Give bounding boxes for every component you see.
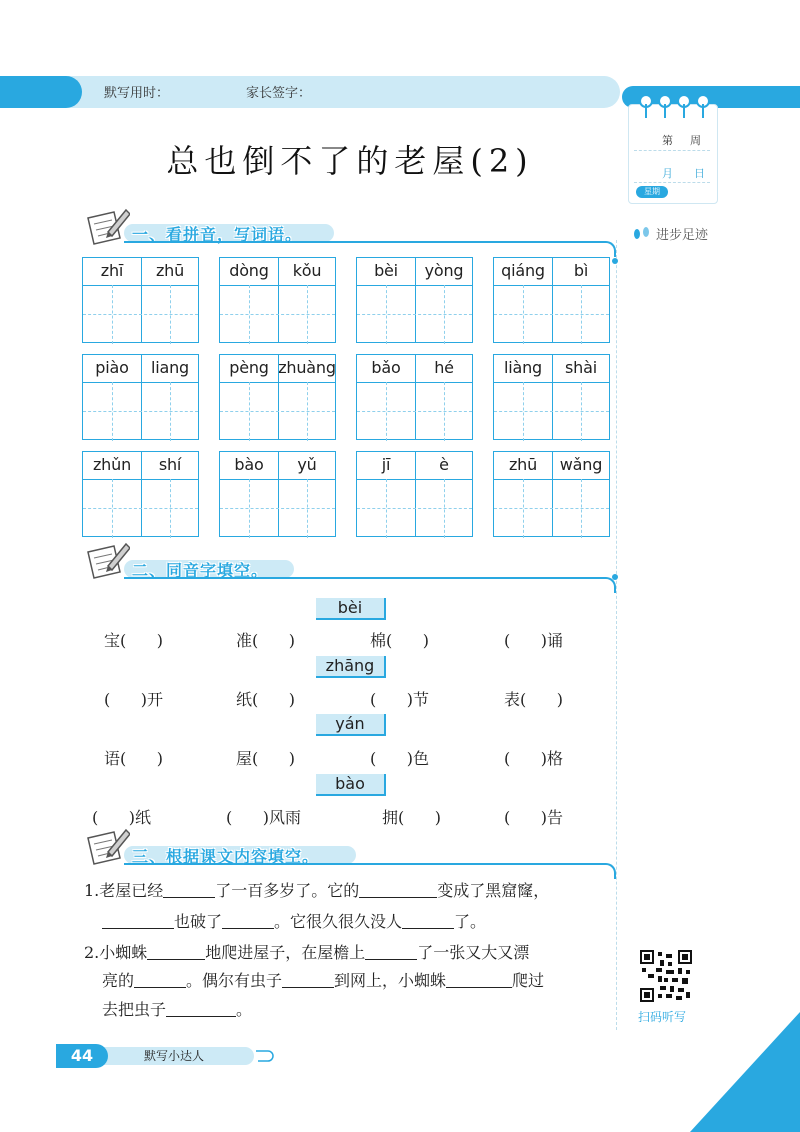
section-3-label: 三、根据课文内容填空。 [132, 847, 320, 866]
pinyin-syllable: zhǔn [92, 455, 132, 474]
pinyin-syllable: hé [434, 358, 454, 377]
homophone-item[interactable]: ( )诵 [504, 631, 564, 650]
progress-label: 进步足迹 [656, 228, 709, 243]
guide-line [249, 382, 250, 441]
corner-decoration [690, 1012, 800, 1132]
guide-line [357, 508, 472, 509]
guide-line [112, 382, 113, 441]
pinyin-syllable: zhuàng [278, 358, 336, 377]
word-box[interactable] [219, 257, 336, 343]
curl-arrow-icon [254, 1047, 274, 1069]
qr-label: 扫码听写 [638, 1010, 687, 1024]
section-rule-end [600, 863, 616, 879]
homophone-item[interactable]: ( )节 [370, 690, 430, 709]
month-label: 月 [662, 167, 673, 180]
guide-line [249, 285, 250, 344]
word-box[interactable] [219, 451, 336, 537]
book-title: 默写小达人 [144, 1049, 205, 1063]
pinyin-syllable: zhū [155, 261, 185, 280]
guide-line [523, 479, 524, 538]
guide-line [444, 285, 445, 344]
answer-blank[interactable] [147, 943, 205, 960]
homophone-item[interactable]: ( )色 [370, 749, 430, 768]
weekday-badge: 星期 [636, 186, 668, 198]
answer-blank[interactable] [163, 881, 215, 898]
homophone-item[interactable]: ( )开 [104, 690, 164, 709]
homophone-item[interactable]: 准( ) [236, 631, 296, 650]
pinyin-syllable: liàng [504, 358, 542, 377]
word-box[interactable] [219, 354, 336, 440]
pinyin-syllable: shí [158, 455, 182, 474]
guide-line [386, 382, 387, 441]
ring-stem [702, 104, 704, 118]
qr-code-icon[interactable] [640, 950, 692, 1002]
guide-line [494, 411, 609, 412]
word-box[interactable] [493, 451, 610, 537]
pinyin-syllable: piào [95, 358, 129, 377]
question-1-line-2: 也破了 。它很久很久没人 了。 [102, 909, 486, 932]
pinyin-syllable: wǎng [559, 455, 603, 474]
answer-blank[interactable] [359, 881, 437, 898]
guide-line [220, 314, 335, 315]
guide-line [581, 479, 582, 538]
pinyin-syllable: qiáng [501, 261, 545, 280]
guide-line [220, 411, 335, 412]
pinyin-syllable: yòng [424, 261, 464, 280]
guide-line [83, 508, 198, 509]
homophone-item[interactable]: 宝( ) [104, 631, 164, 650]
homophone-item[interactable]: 拥( ) [382, 808, 442, 827]
guide-line [170, 285, 171, 344]
guide-line [581, 382, 582, 441]
guide-line [112, 285, 113, 344]
homophone-pinyin: zhāng [316, 656, 386, 678]
answer-blank[interactable] [134, 971, 186, 988]
homophone-item[interactable]: 棉( ) [370, 631, 430, 650]
guide-line [386, 479, 387, 538]
pinyin-syllable: yǔ [297, 455, 317, 474]
page-title: 总也倒不了的老屋(2) [166, 142, 534, 180]
header-tab [0, 76, 82, 108]
answer-blank[interactable] [402, 912, 454, 929]
pinyin-syllable: liang [151, 358, 189, 377]
guide-line [249, 479, 250, 538]
pinyin-syllable: è [439, 455, 449, 474]
ring-stem [664, 104, 666, 118]
guide-line [307, 479, 308, 538]
dictation-time-label: 默写用时： [104, 85, 170, 100]
guide-line [307, 285, 308, 344]
word-box[interactable] [82, 257, 199, 343]
homophone-item[interactable]: 纸( ) [236, 690, 296, 709]
guide-line [494, 314, 609, 315]
guide-line [170, 479, 171, 538]
guide-line [523, 285, 524, 344]
pinyin-syllable: pèng [229, 358, 269, 377]
pinyin-syllable: dòng [229, 261, 269, 280]
homophone-item[interactable]: 语( ) [104, 749, 164, 768]
homophone-pinyin: bào [316, 774, 386, 796]
page-number: 44 [56, 1044, 108, 1068]
calendar-divider [634, 182, 710, 183]
section-1-label: 一、看拼音，写词语。 [132, 225, 303, 244]
guide-line [83, 314, 198, 315]
homophone-pinyin: yán [316, 714, 386, 736]
word-box[interactable] [493, 257, 610, 343]
pinyin-syllable: bào [234, 455, 264, 474]
pinyin-syllable: zhū [508, 455, 538, 474]
answer-blank[interactable] [166, 1000, 236, 1017]
word-box[interactable] [356, 257, 473, 343]
answer-blank[interactable] [282, 971, 334, 988]
guide-line [494, 508, 609, 509]
word-box[interactable] [82, 354, 199, 440]
guide-line [581, 285, 582, 344]
footprint-icon [632, 225, 652, 245]
week-prefix: 第 [662, 134, 673, 147]
word-box[interactable] [356, 354, 473, 440]
question-2-line-3: 去把虫子 。 [102, 1000, 253, 1019]
pinyin-syllable: zhī [100, 261, 124, 280]
section-2-label: 二、同音字填空。 [132, 561, 269, 580]
pinyin-syllable: kǒu [292, 261, 322, 280]
pinyin-syllable: jī [381, 455, 391, 474]
parent-signature-label: 家长签字： [246, 85, 312, 100]
answer-blank[interactable] [446, 971, 512, 988]
section-rule [124, 863, 602, 865]
ring-stem [645, 104, 647, 118]
ring-stem [683, 104, 685, 118]
guide-line [386, 285, 387, 344]
answer-blank[interactable] [102, 912, 174, 929]
guide-line [112, 479, 113, 538]
homophone-item[interactable]: 屋( ) [236, 749, 296, 768]
pinyin-syllable: bǎo [371, 358, 401, 377]
word-box[interactable] [82, 451, 199, 537]
week-suffix: 周 [690, 134, 701, 147]
pencil-paper-icon [84, 208, 130, 250]
word-box[interactable] [493, 354, 610, 440]
pinyin-syllable: bèi [374, 261, 398, 280]
guide-line [220, 508, 335, 509]
question-2-line-1: 2.小蜘蛛 地爬进屋子，在屋檐上 了一张又大又漂 [84, 943, 530, 962]
guide-line [357, 411, 472, 412]
section-dot [612, 258, 618, 264]
margin-dashed-line [616, 240, 617, 1030]
homophone-item[interactable]: ( )告 [504, 808, 564, 827]
guide-line [444, 382, 445, 441]
question-2-line-2: 亮的 。偶尔有虫子 到网上，小蜘蛛 爬过 [102, 971, 545, 990]
pinyin-syllable: bì [573, 261, 589, 280]
section-dot [612, 574, 618, 580]
word-box[interactable] [356, 451, 473, 537]
section-rule [124, 577, 602, 579]
homophone-item[interactable]: 表( ) [504, 690, 564, 709]
answer-blank[interactable] [222, 912, 274, 929]
homophone-item[interactable]: ( )格 [504, 749, 564, 768]
guide-line [357, 314, 472, 315]
guide-line [307, 382, 308, 441]
guide-line [523, 382, 524, 441]
question-1-line-1: 1.老屋已经 了一百多岁了。它的 变成了黑窟窿， [84, 881, 550, 900]
homophone-pinyin: bèi [316, 598, 386, 620]
guide-line [170, 382, 171, 441]
guide-line [83, 411, 198, 412]
day-label: 日 [694, 167, 705, 180]
answer-blank[interactable] [365, 943, 417, 960]
guide-line [444, 479, 445, 538]
section-rule-end [600, 241, 616, 257]
homophone-item[interactable]: ( )纸 [92, 808, 152, 827]
homophone-item[interactable]: ( )风雨 [226, 808, 302, 827]
section-rule [124, 241, 602, 243]
pinyin-syllable: shài [565, 358, 597, 377]
